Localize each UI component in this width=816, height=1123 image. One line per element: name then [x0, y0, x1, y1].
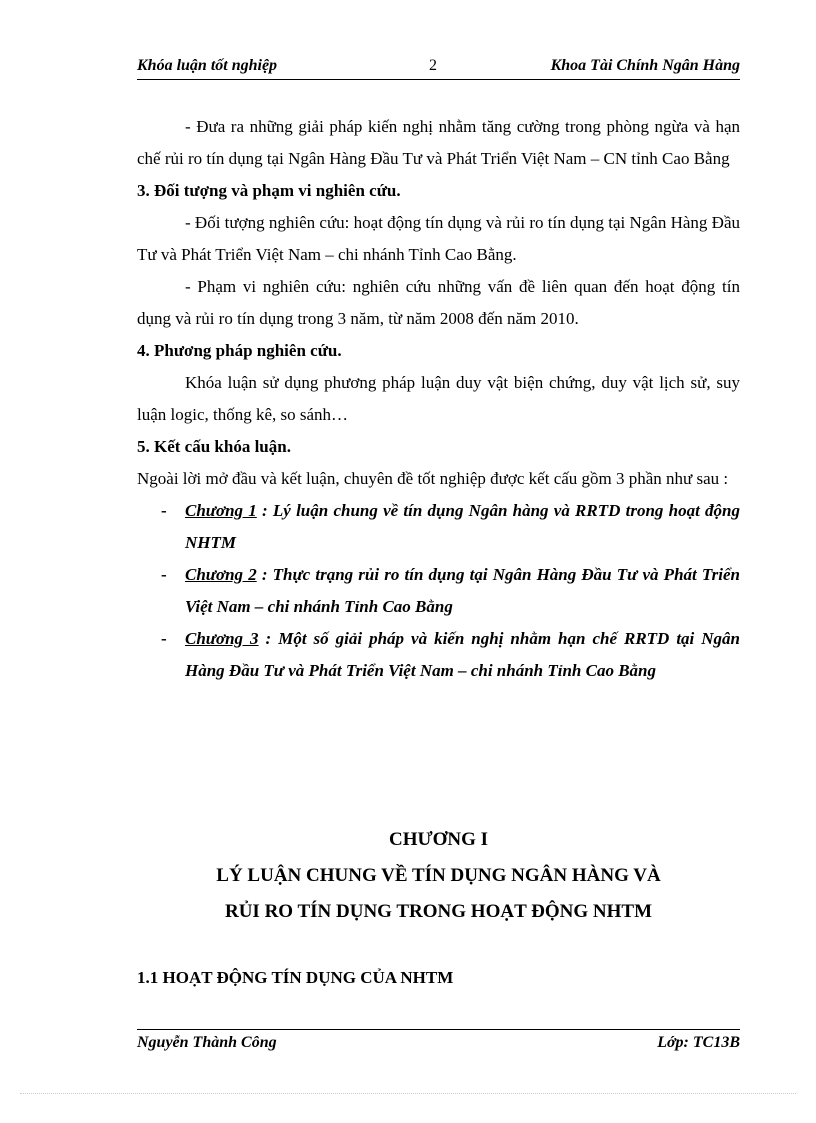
chapter-description: : Lý luận chung về tín dụng Ngân hàng và RRTD trong hoạt động NHTM: [185, 501, 741, 552]
class-label: Lớp: TC13B: [657, 1034, 740, 1051]
chapter-number: CHƯƠNG I: [388, 829, 489, 850]
chapter-label: Chương 3: [185, 629, 259, 648]
chapter-title-line-2: RỦI RO TÍN DỤNG TRONG HOẠT ĐỘNG NHTM: [224, 901, 653, 922]
header-faculty-label: Khoa Tài Chính Ngân Hàng: [550, 57, 740, 74]
chapter-list-item: [137, 623, 740, 687]
paragraph-structure: Ngoài lời mở đầu và kết luận, chuyên đề tốt nghiệp được kết cấu gồm 3 phần như sau :: [137, 469, 729, 488]
dash-bullet: -: [161, 501, 167, 520]
page-edge-divider: [20, 1093, 796, 1094]
dash-bullet: -: [161, 565, 167, 584]
chapter-label: Chương 1: [185, 501, 257, 520]
dash-bullet: -: [161, 629, 167, 648]
paragraph-subject: - Đối tượng nghiên cứu: hoạt động tín dụng và rủi ro tín dụng tại Ngân Hàng Đầu Tư và Phát Triển Việt Nam – chi nhánh Tỉnh Cao Bằng.: [137, 213, 740, 264]
section-heading: 1.1 HOẠT ĐỘNG TÍN DỤNG CỦA NHTM: [137, 968, 454, 987]
paragraph-range: - Phạm vi nghiên cứu: nghiên cứu những vấn đề liên quan đến hoạt động tín dụng và rủi ro tín dụng trong 3 năm, từ năm 2008 đến năm 2010.: [137, 277, 740, 328]
chapter-description: : Thực trạng rủi ro tín dụng tại Ngân Hàng Đầu Tư và Phát Triển Việt Nam – chi nhánh Tỉnh Cao Bằng: [185, 565, 740, 616]
heading-method: 4. Phương pháp nghiên cứu.: [137, 341, 342, 360]
header-thesis-label: Khóa luận tốt nghiệp: [137, 57, 278, 74]
heading-scope: 3. Đối tượng và phạm vi nghiên cứu.: [137, 181, 401, 200]
chapter-list-item: [137, 495, 740, 559]
chapter-list-item: [137, 559, 740, 623]
body-text: [137, 111, 740, 687]
chapter-label: Chương 2: [185, 565, 257, 584]
page-header: [137, 57, 740, 80]
heading-structure: 5. Kết cấu khóa luận.: [137, 437, 291, 456]
page-footer: [137, 1029, 740, 1054]
chapter-description: : Một số giải pháp và kiến nghị nhằm hạn chế RRTD tại Ngân Hàng Đầu Tư và Phát Triển Việt Nam – chi nhánh Tỉnh Cao Bằng: [185, 629, 740, 680]
chapter-title-line-1: LÝ LUẬN CHUNG VỀ TÍN DỤNG NGÂN HÀNG VÀ: [216, 865, 661, 886]
chapter-list: [137, 495, 740, 687]
chapter-heading: [137, 822, 740, 930]
paragraph-method: Khóa luận sử dụng phương pháp luận duy vật biện chứng, duy vật lịch sử, suy luận logic, thống kê, so sánh…: [137, 373, 740, 424]
paragraph-solutions: - Đưa ra những giải pháp kiến nghị nhằm tăng cường trong phòng ngừa và hạn chế rủi ro tín dụng tại Ngân Hàng Đầu Tư và Phát Triển Việt Nam – CN tỉnh Cao Bằng: [137, 117, 740, 168]
author-name: Nguyễn Thành Công: [137, 1034, 277, 1051]
page-number: 2: [429, 57, 437, 74]
